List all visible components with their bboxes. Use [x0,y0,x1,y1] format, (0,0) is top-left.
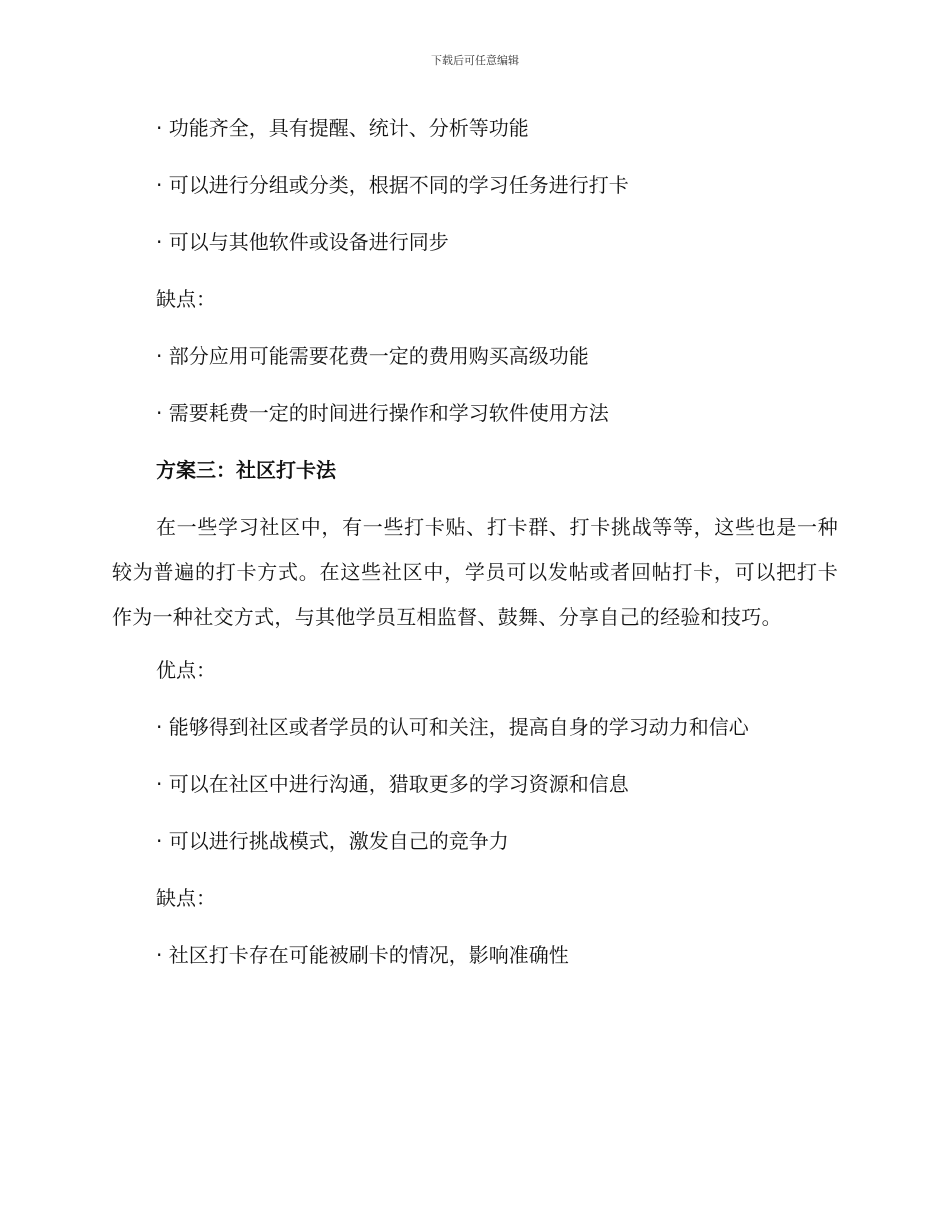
cons-label: 缺点： [156,886,216,910]
cons-label: 缺点： [156,287,216,311]
bullet-item: · 社区打卡存在可能被刷卡的情况，影响准确性 [156,943,569,967]
bullet-item: · 能够得到社区或者学员的认可和关注，提高自身的学习动力和信心 [156,715,749,739]
bullet-item: · 可以进行挑战模式，激发自己的竞争力 [156,829,509,853]
bullet-item: · 部分应用可能需要花费一定的费用购买高级功能 [156,344,589,368]
page-header: 下载后可任意编辑 [431,54,519,67]
bullet-item: · 可以在社区中进行沟通，猎取更多的学习资源和信息 [156,772,629,796]
section-heading: 方案三：社区打卡法 [156,458,336,482]
bullet-item: · 可以与其他软件或设备进行同步 [156,230,449,254]
document-body [112,113,838,997]
pros-label: 优点： [156,658,216,682]
bullet-item: · 可以进行分组或分类，根据不同的学习任务进行打卡 [156,173,629,197]
section-paragraph: 在一些学习社区中，有一些打卡贴、打卡群、打卡挑战等等，这些也是一种较为普遍的打卡方式。在这些社区中，学员可以发帖或者回帖打卡，可以把打卡作为一种社交方式，与其他学员互相监督、鼓舞、分享自己的经验和技巧。 [112,515,838,629]
bullet-item: · 功能齐全，具有提醒、统计、分析等功能 [156,116,529,140]
bullet-item: · 需要耗费一定的时间进行操作和学习软件使用方法 [156,401,609,425]
